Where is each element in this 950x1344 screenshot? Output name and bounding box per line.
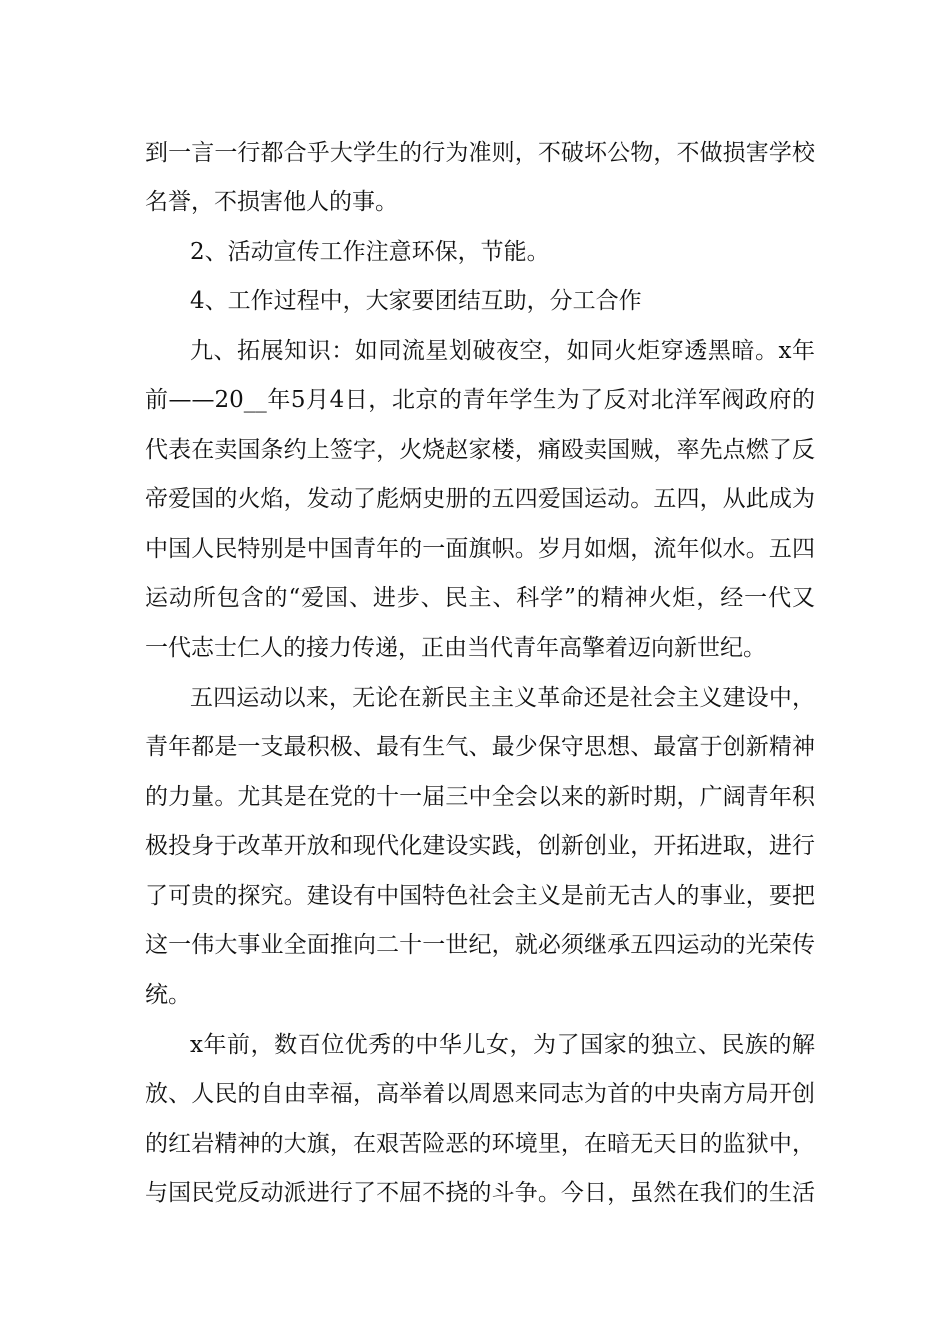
text-line: 运动所包含的“爱国、进步、民主、科学”的精神火炬，经一代又 <box>145 585 815 611</box>
text-line: 统。 <box>145 982 191 1008</box>
text-line: 名誉，不损害他人的事。 <box>145 189 398 215</box>
text-line: 2、活动宣传工作注意环保，节能。 <box>190 239 550 265</box>
text-line: 帝爱国的火焰，发动了彪炳史册的五四爱国运动。五四，从此成为 <box>145 486 815 512</box>
text-line: 4、工作过程中，大家要团结互助，分工合作 <box>190 288 642 314</box>
text-line: 与国民党反动派进行了不屈不挠的斗争。今日，虽然在我们的生活 <box>145 1180 815 1206</box>
text-line: 前——20__年5月4日，北京的青年学生为了反对北洋军阀政府的 <box>145 387 815 413</box>
text-line: 了可贵的探究。建设有中国特色社会主义是前无古人的事业，要把 <box>145 883 815 909</box>
text-line: 的红岩精神的大旗，在艰苦险恶的环境里，在暗无天日的监狱中， <box>145 1131 815 1157</box>
text-line: 代表在卖国条约上签字，火烧赵家楼，痛殴卖国贼，率先点燃了反 <box>145 437 815 463</box>
text-line: 九、拓展知识：如同流星划破夜空，如同火炬穿透黑暗。x年 <box>190 338 815 364</box>
text-line: x年前，数百位优秀的中华儿女，为了国家的独立、民族的解 <box>190 1032 815 1058</box>
text-line: 一代志士仁人的接力传递，正由当代青年高擎着迈向新世纪。 <box>145 635 766 661</box>
text-line: 放、人民的自由幸福，高举着以周恩来同志为首的中央南方局开创 <box>145 1081 815 1107</box>
text-line: 到一言一行都合乎大学生的行为准则，不破坏公物，不做损害学校 <box>145 140 815 166</box>
text-line: 中国人民特别是中国青年的一面旗帜。岁月如烟，流年似水。五四 <box>145 536 815 562</box>
text-line: 这一伟大事业全面推向二十一世纪，就必须继承五四运动的光荣传 <box>145 932 815 958</box>
text-line: 五四运动以来，无论在新民主主义革命还是社会主义建设中， <box>190 685 815 711</box>
text-line: 的力量。尤其是在党的十一届三中全会以来的新时期，广阔青年积 <box>145 784 815 810</box>
text-line: 极投身于改革开放和现代化建设实践，创新创业，开拓进取，进行 <box>145 833 815 859</box>
text-line: 青年都是一支最积极、最有生气、最少保守思想、最富于创新精神 <box>145 734 815 760</box>
